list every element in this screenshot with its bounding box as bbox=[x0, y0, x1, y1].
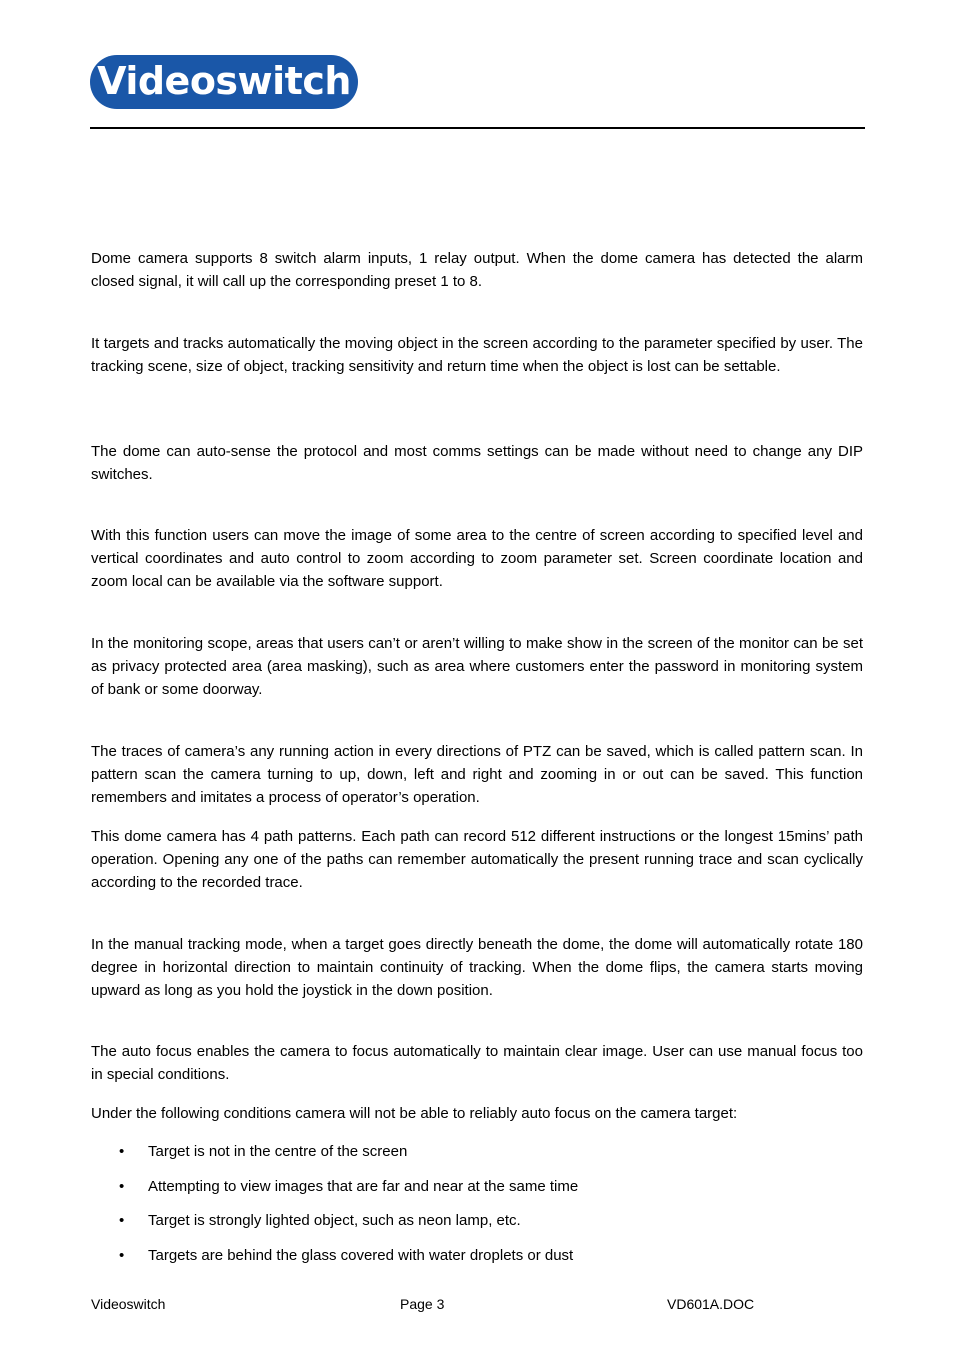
focus-conditions-list bbox=[91, 1140, 863, 1278]
list-item-text: Target is strongly lighted object, such as neon lamp, etc. bbox=[148, 1212, 521, 1229]
footer-page-number: Page 3 bbox=[400, 1296, 445, 1312]
list-item bbox=[91, 1140, 863, 1175]
list-item bbox=[91, 1209, 863, 1244]
paragraph-auto-flip: In the manual tracking mode, when a target goes directly beneath the dome, the dome will automatically rotate 180 degree in horizontal direction to maintain continuity of tracking. When the dome flips, the camera starts moving upward as long as you hold the joystick in the down position. bbox=[91, 936, 863, 999]
bullet-icon: • bbox=[119, 1212, 125, 1229]
bullet-icon: • bbox=[119, 1143, 125, 1160]
paragraph-privacy-masking: In the monitoring scope, areas that users can’t or aren’t willing to make show in the screen of the monitor can be set as privacy protected area (area masking), such as area where customers enter the password in monitoring system of bank or some doorway. bbox=[91, 635, 863, 698]
paragraph-protocol: The dome can auto-sense the protocol and most comms settings can be made without need to change any DIP switches. bbox=[91, 443, 863, 483]
list-item-text: Target is not in the centre of the screen bbox=[148, 1143, 408, 1160]
bullet-icon: • bbox=[119, 1177, 125, 1195]
footer-document-id: VD601A.DOC bbox=[667, 1296, 755, 1312]
paragraph-pattern-scan: The traces of camera’s any running action in every directions of PTZ can be saved, which is called pattern scan. In pattern scan the camera turning to up, down, left and right and zooming in or out can be saved. This function remembers and imitates a process of operator’s operation. bbox=[91, 743, 863, 806]
bullet-icon: • bbox=[119, 1246, 125, 1264]
header-divider bbox=[90, 127, 865, 129]
list-item-text: Attempting to view images that are far and near at the same time bbox=[148, 1177, 579, 1195]
videoswitch-logo bbox=[90, 55, 358, 109]
paragraph-3d-positioning: With this function users can move the image of some area to the centre of screen according to specified level and vertical coordinates and auto control to zoom according to zoom parameter set. Screen coordinate location and zoom local can be available via the software support. bbox=[91, 527, 863, 590]
paragraph-path-patterns: This dome camera has 4 path patterns. Each path can record 512 different instructions or the longest 15mins’ path operation. Opening any one of the paths can remember automatically the present running trace and scan cyclically according to the recorded trace. bbox=[91, 828, 863, 891]
paragraph-auto-tracking: It targets and tracks automatically the moving object in the screen according to the parameter specified by user. The tracking scene, size of object, tracking sensitivity and return time when the object is lost can be settable. bbox=[91, 335, 863, 375]
list-item bbox=[91, 1244, 863, 1279]
paragraph-auto-focus: The auto focus enables the camera to focus automatically to maintain clear image. User can use manual focus too in special conditions. bbox=[91, 1043, 863, 1083]
paragraph-focus-conditions: Under the following conditions camera will not be able to reliably auto focus on the camera target: bbox=[91, 1105, 738, 1122]
logo-text: Videoswitch bbox=[97, 59, 351, 103]
footer-company: Videoswitch bbox=[91, 1296, 166, 1312]
list-item bbox=[91, 1175, 863, 1210]
paragraph-alarm: Dome camera supports 8 switch alarm inputs, 1 relay output. When the dome camera has detected the alarm closed signal, it will call up the corresponding preset 1 to 8. bbox=[91, 250, 863, 290]
list-item-text: Targets are behind the glass covered with water droplets or dust bbox=[148, 1246, 574, 1264]
